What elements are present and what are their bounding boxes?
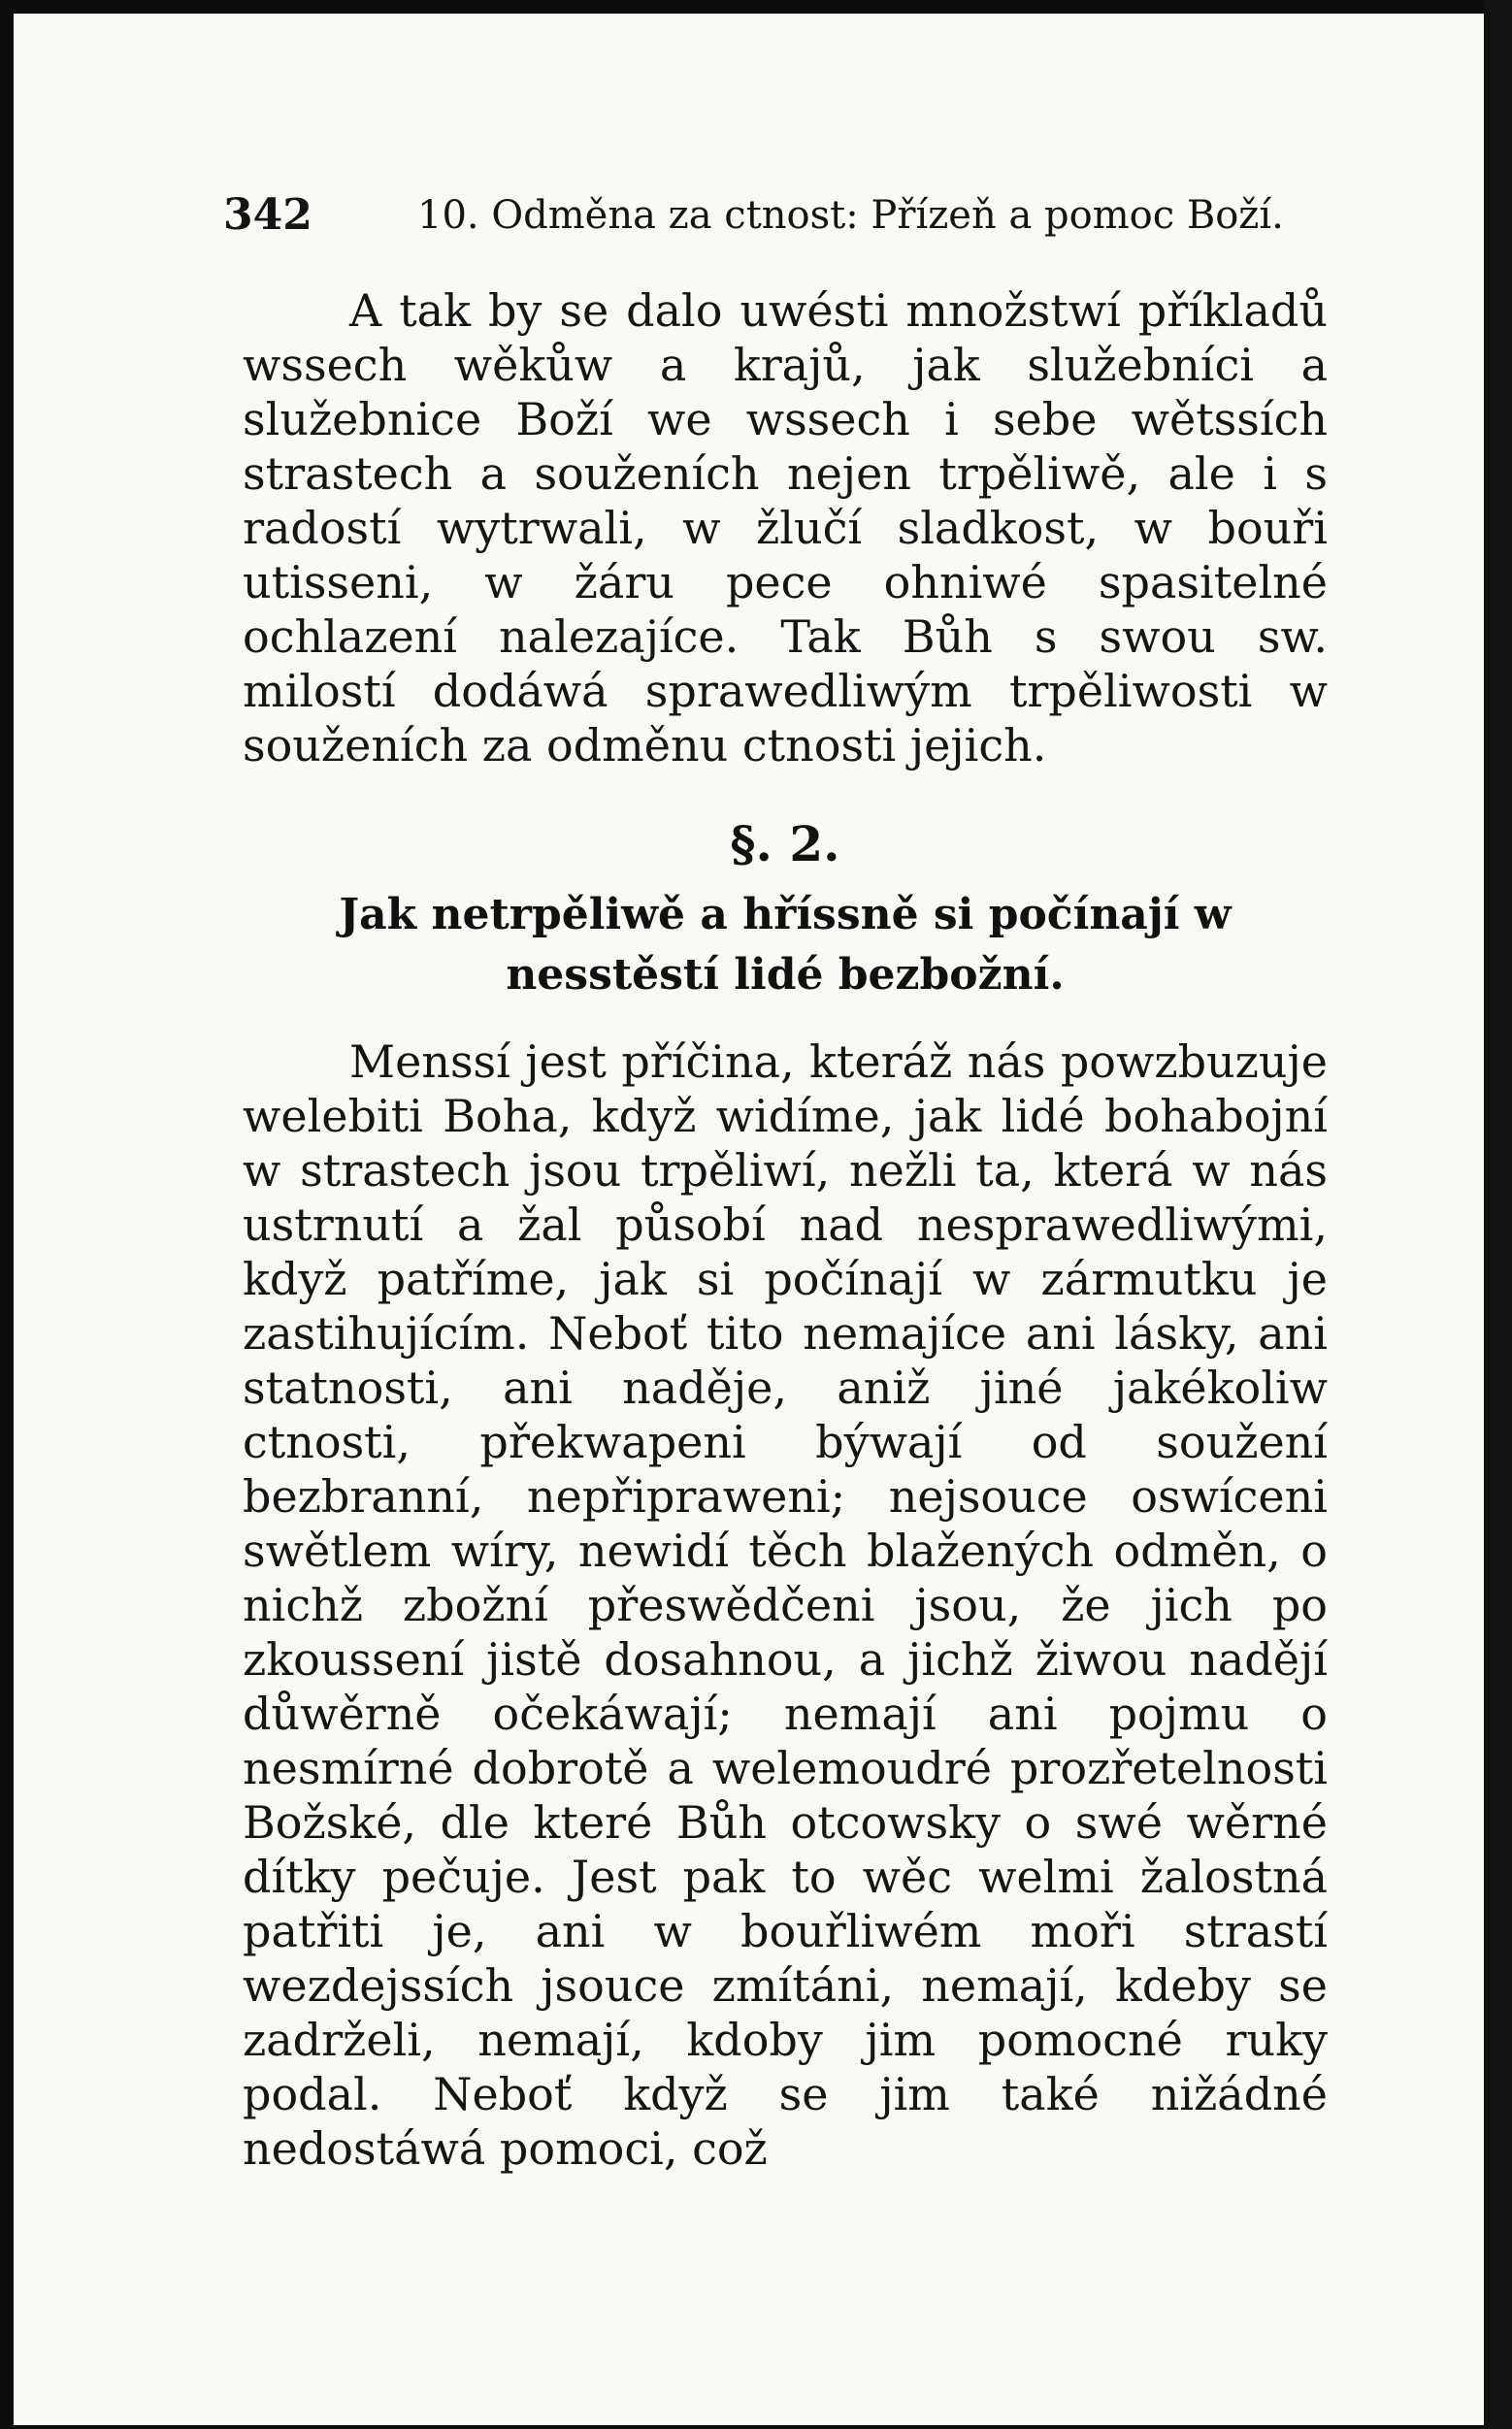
- section-heading: Jak netrpěliwě a hříssně si počínají w nesstěstí lidé bezbožní.: [339, 890, 1232, 1000]
- body-paragraph-2: Menssí jest příčina, kteráž nás powzbuzuje welebiti Boha, když widíme, jak lidé bohabojní w strastech jsou trpěliwí, nežli ta, která w nás ustrnutí a žal působí nad nesprawedliwými, když patříme, jak si počínají w zármutku je zastihujícím. Neboť tito nemajíce ani lásky, ani statnosti, ani naděje, aniž jiné jakékoliw ctnosti, překwapeni býwají od soužení bezbranní, nepřipraweni; nejsouce oswíceni swětlem wíry, newidí těch blažených odměn, o nichž zbožní přeswědčeni jsou, že jich po zkoussení jistě dosahnou, a jichž žiwou nadějí důwěrně očekáwají; nemají ani pojmu o nesmírné dobrotě a welemoudré prozřetelnosti Božské, dle které Bůh otcowsky o swé wěrné dítky pečuje. Jest pak to wěc welmi žalostná patřiti je, ani w bouřliwém moři strastí wezdejssích jsouce zmítáni, nemají, kdeby se zadrželi, nemají, kdoby jim pomocné ruky podal. Neboť když se jim také nižádné nedostáwá pomoci, což: [243, 1035, 1328, 2175]
- running-title: 10. Odměna za ctnost: Přízeň a pomoc Boží.: [417, 193, 1284, 238]
- page-header: [223, 186, 1320, 245]
- scan-edge: [1484, 0, 1512, 2429]
- page-number: 342: [223, 190, 312, 240]
- section-number: §. 2.: [730, 815, 840, 872]
- body-paragraph-1: A tak by se dalo uwésti množstwí příkladů wssech wěkůw a krajů, jak služebníci a služebnice Boží we wssech i sebe wětssích strastech a souženích nejen trpěliwě, ale i s radostí wytrwali, w žlučí sladkost, w bouři utisseni, w žáru pece ohniwé spasitelné ochlazení nalezajíce. Tak Bůh s swou sw. milostí dodáwá sprawedliwým trpěliwosti w souženích za odměnu ctnosti jejich.: [243, 284, 1328, 771]
